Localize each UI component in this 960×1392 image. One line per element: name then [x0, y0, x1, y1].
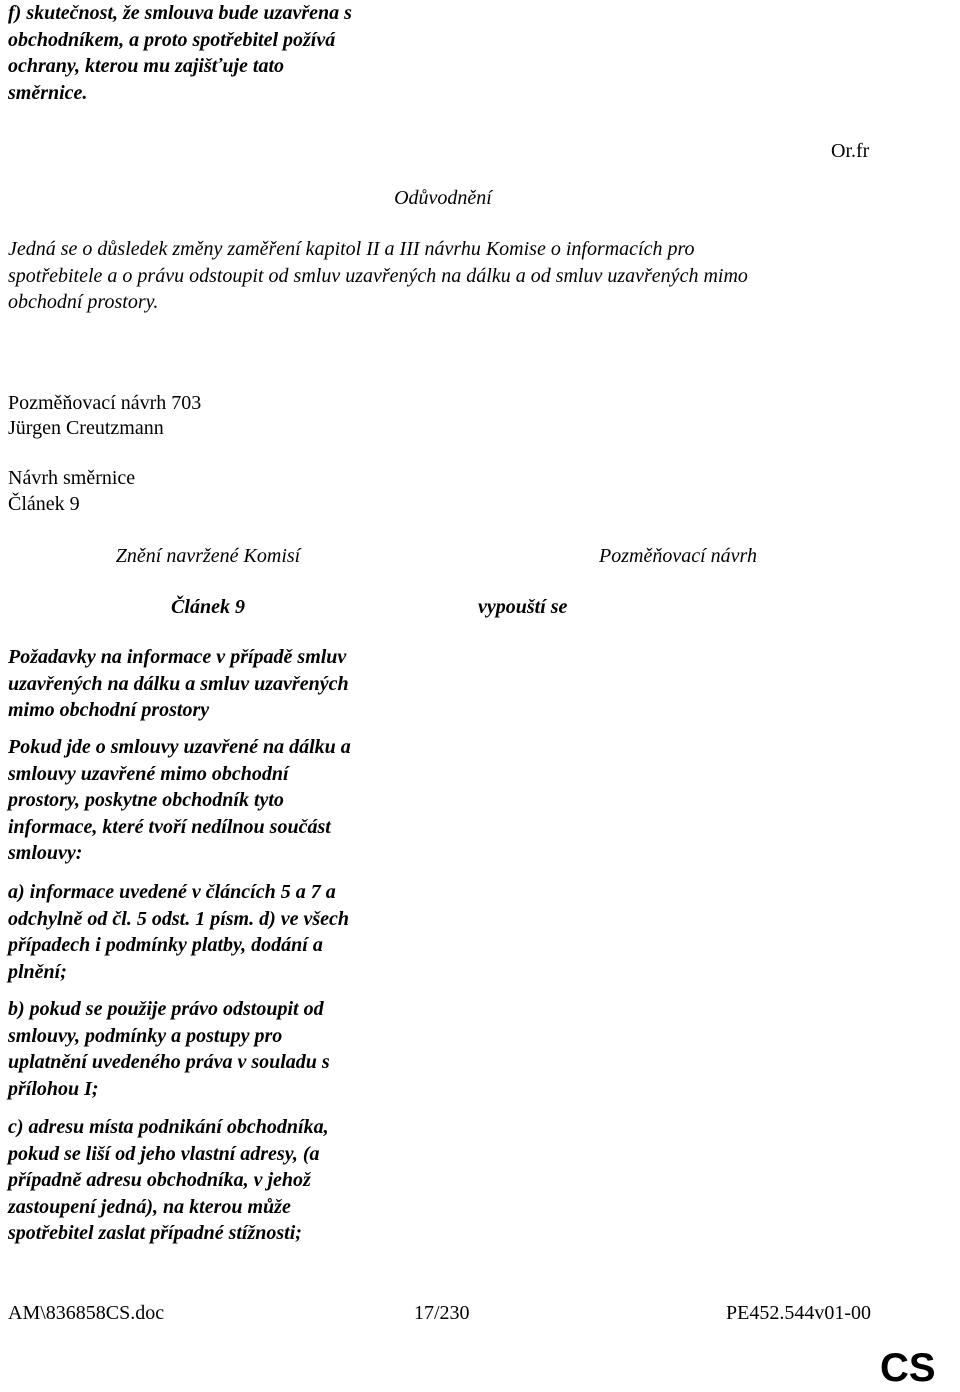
justification-title: Odůvodnění [394, 187, 492, 209]
left-paragraph-item-a: a) informace uvedené v článcích 5 a 7 a odchylně od čl. 5 odst. 1 písm. d) ve všech případech i podmínky platby, dodání a plnění; [8, 881, 350, 983]
right-column-header: Pozměňovací návrh [599, 545, 757, 567]
language-badge: CS [880, 1346, 936, 1390]
original-language-marker [831, 138, 869, 164]
left-column-header: Znění navržené Komisí [115, 545, 301, 567]
left-paragraph-item-b: b) pokud se použije právo odstoupit od smlouvy, podmínky a postupy pro uplatnění uvedeného práva v souladu s přílohou I; [8, 998, 330, 1100]
left-paragraph-heading: Požadavky na informace v případě smluv uzavřených na dálku a smluv uzavřených mimo obchodní prostory [8, 646, 349, 721]
justification-text: Jedná se o důsledek změny zaměření kapitol II a III návrhu Komise o informacích pro spotřebitele a o právu odstoupit od smluv uzavřených na dálku a od smluv uzavřených mimo obchodní prostory. [8, 238, 748, 313]
footer-page-number: 17/230 [414, 1302, 470, 1324]
original-language-code: fr [856, 140, 870, 162]
amendment-author: Jürgen Creutzmann [8, 417, 164, 439]
proposal-name: Návrh směrnice [8, 467, 136, 489]
original-language-prefix: Or. [831, 140, 856, 162]
left-paragraph-intro: Pokud jde o smlouvy uzavřené na dálku a smlouvy uzavřené mimo obchodní prostory, poskytne obchodník tyto informace, které tvoří nedílnou součást smlouvy: [8, 736, 351, 864]
footer-pe-ref: PE452.544v01-00 [726, 1302, 871, 1324]
right-deleted-text: vypouští se [478, 596, 568, 618]
footer-doc-ref: AM\836858CS.doc [8, 1302, 165, 1324]
amendment-number: Pozměňovací návrh 703 [8, 392, 202, 414]
left-article-title: Článek 9 [171, 596, 245, 618]
left-paragraph-item-c: c) adresu místa podnikání obchodníka, pokud se liší od jeho vlastní adresy, (a případně adresu obchodníka, v jehož zastoupení jedná), na kterou může spotřebitel zaslat případné stížnosti; [8, 1116, 329, 1244]
top-fragment-text: f) skutečnost, že smlouva bude uzavřena s obchodníkem, a proto spotřebitel požívá ochrany, kterou mu zajišťuje tato směrnice. [8, 2, 352, 104]
amendment-article: Článek 9 [8, 493, 80, 515]
